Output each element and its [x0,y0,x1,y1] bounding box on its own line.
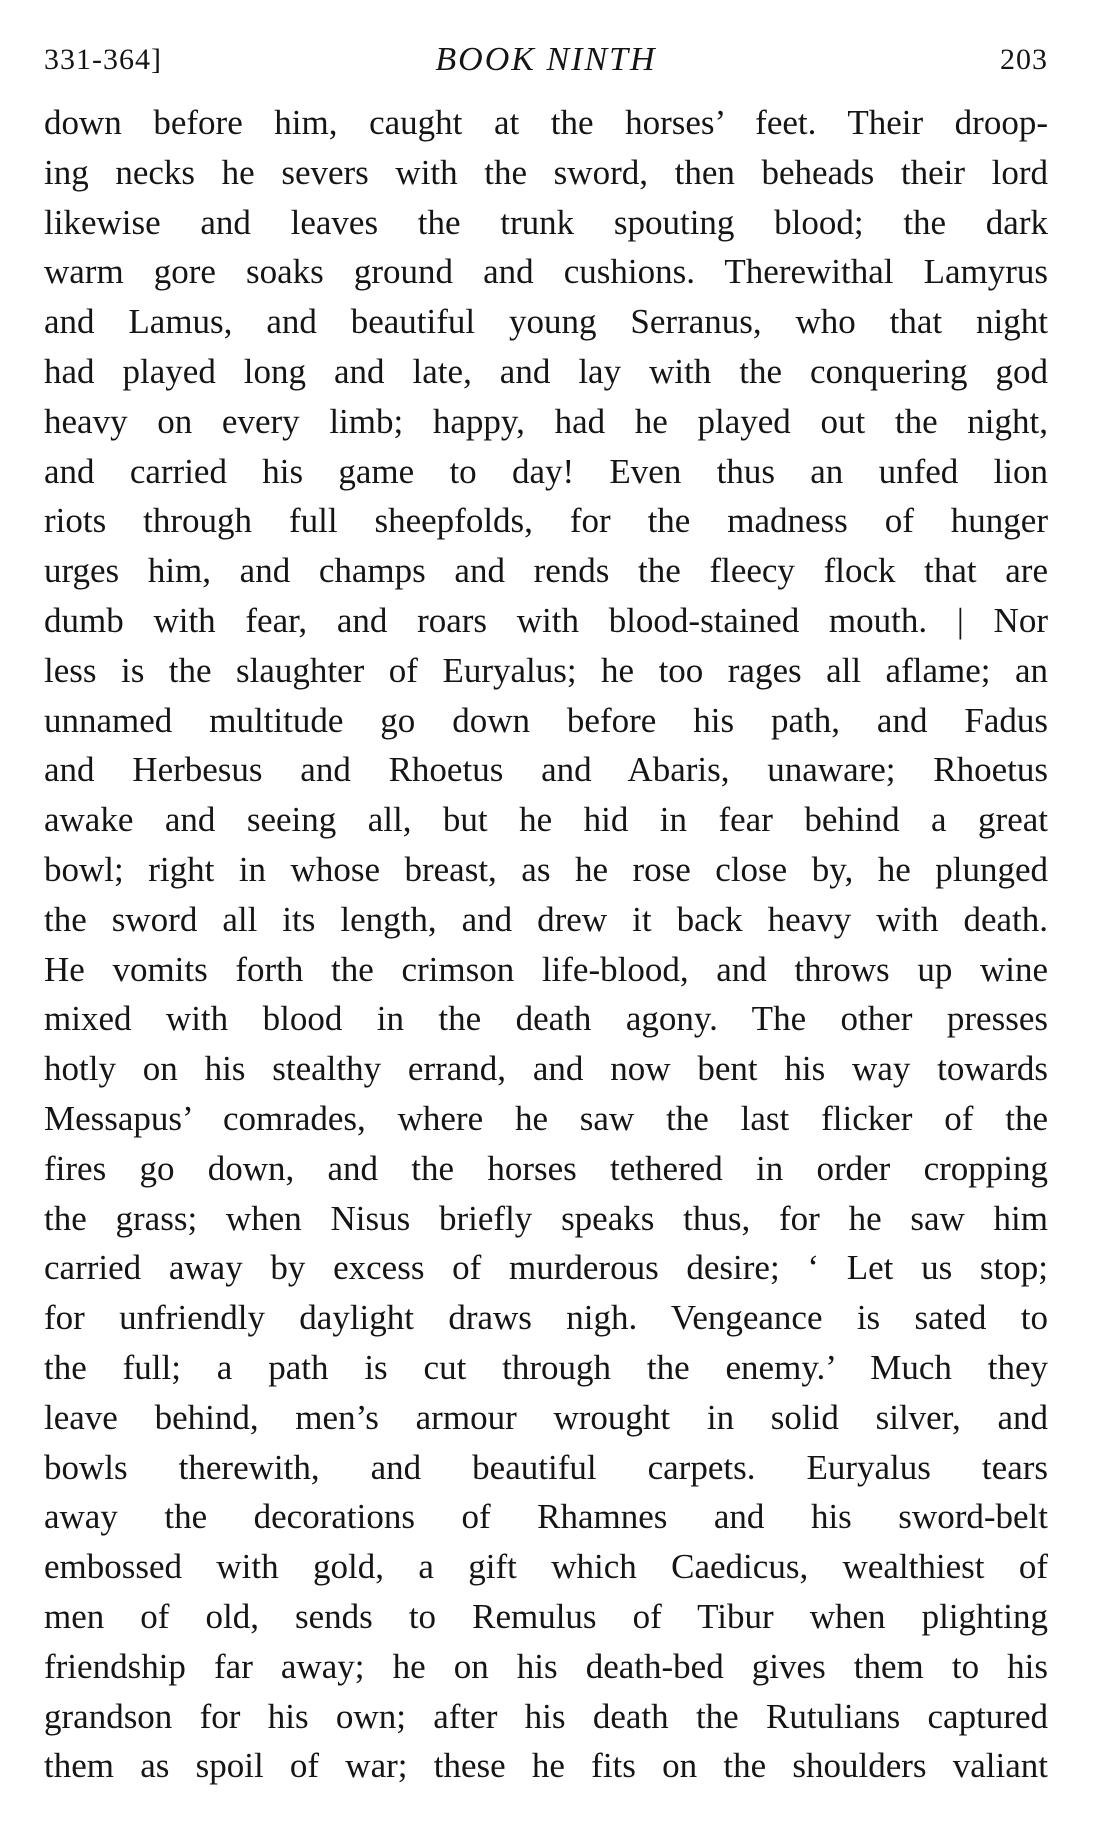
text-line-23: the grass; when Nisus briefly speaks thus, for he saw him [44,1198,1048,1238]
text-line-26: the full; a path is cut through the enemy.’ Much they [44,1347,1048,1387]
text-line-24: carried away by excess of murderous desire; ‘ Let us stop; [44,1248,1048,1288]
text-line-7: heavy on every limb; happy, had he played out the night, [44,401,1048,441]
text-line-32: friendship far away; he on his death-bed gives them to his [44,1646,1048,1686]
text-line-18: He vomits forth the crimson life-blood, and throws up wine [44,949,1048,989]
line-range: 331-364] [44,43,162,76]
text-line-6: had played long and late, and lay with the conquering god [44,351,1048,391]
page-number: 203 [1000,43,1048,76]
text-line-9: riots through full sheepfolds, for the madness of hunger [44,501,1048,541]
text-line-31: men of old, sends to Remulus of Tibur when plighting [44,1596,1048,1636]
text-line-16: bowl; right in whose breast, as he rose close by, he plunged [44,849,1048,889]
text-line-17: the sword all its length, and drew it back heavy with death. [44,899,1048,939]
running-head [44,40,1048,80]
text-line-21: Messapus’ comrades, where he saw the last flicker of the [44,1098,1048,1138]
text-line-12: less is the slaughter of Euryalus; he too rages all aflame; an [44,650,1048,690]
text-line-19: mixed with blood in the death agony. The other presses [44,999,1048,1039]
book-title: BOOK NINTH [435,41,657,78]
text-line-15: awake and seeing all, but he hid in fear behind a great [44,800,1048,840]
text-line-29: away the decorations of Rhamnes and his sword-belt [44,1497,1048,1537]
text-line-34: them as spoil of war; these he fits on the shoulders valiant [44,1746,1048,1786]
text-line-20: hotly on his stealthy errand, and now bent his way towards [44,1049,1048,1089]
text-line-25: for unfriendly daylight draws nigh. Vengeance is sated to [44,1298,1048,1338]
text-line-4: warm gore soaks ground and cushions. Therewithal Lamyrus [44,252,1048,292]
text-line-13: unnamed multitude go down before his path, and Fadus [44,700,1048,740]
text-line-22: fires go down, and the horses tethered in order cropping [44,1148,1048,1188]
text-line-30: embossed with gold, a gift which Caedicus, wealthiest of [44,1547,1048,1587]
body-text [44,98,1048,1791]
text-line-3: likewise and leaves the trunk spouting blood; the dark [44,202,1048,242]
text-line-2: ing necks he severs with the sword, then beheads their lord [44,152,1048,192]
text-line-8: and carried his game to day! Even thus an unfed lion [44,451,1048,491]
text-line-1: down before him, caught at the horses’ feet. Their droop- [44,103,1048,142]
text-line-11: dumb with fear, and roars with blood-stained mouth. | Nor [44,600,1048,640]
text-line-10: urges him, and champs and rends the fleecy flock that are [44,551,1048,591]
text-line-14: and Herbesus and Rhoetus and Abaris, unaware; Rhoetus [44,750,1048,790]
text-line-5: and Lamus, and beautiful young Serranus, who that night [44,302,1048,342]
text-line-27: leave behind, men’s armour wrought in solid silver, and [44,1397,1048,1437]
text-line-33: grandson for his own; after his death the Rutulians captured [44,1696,1048,1736]
text-line-28: bowls therewith, and beautiful carpets. Euryalus tears [44,1447,1048,1487]
